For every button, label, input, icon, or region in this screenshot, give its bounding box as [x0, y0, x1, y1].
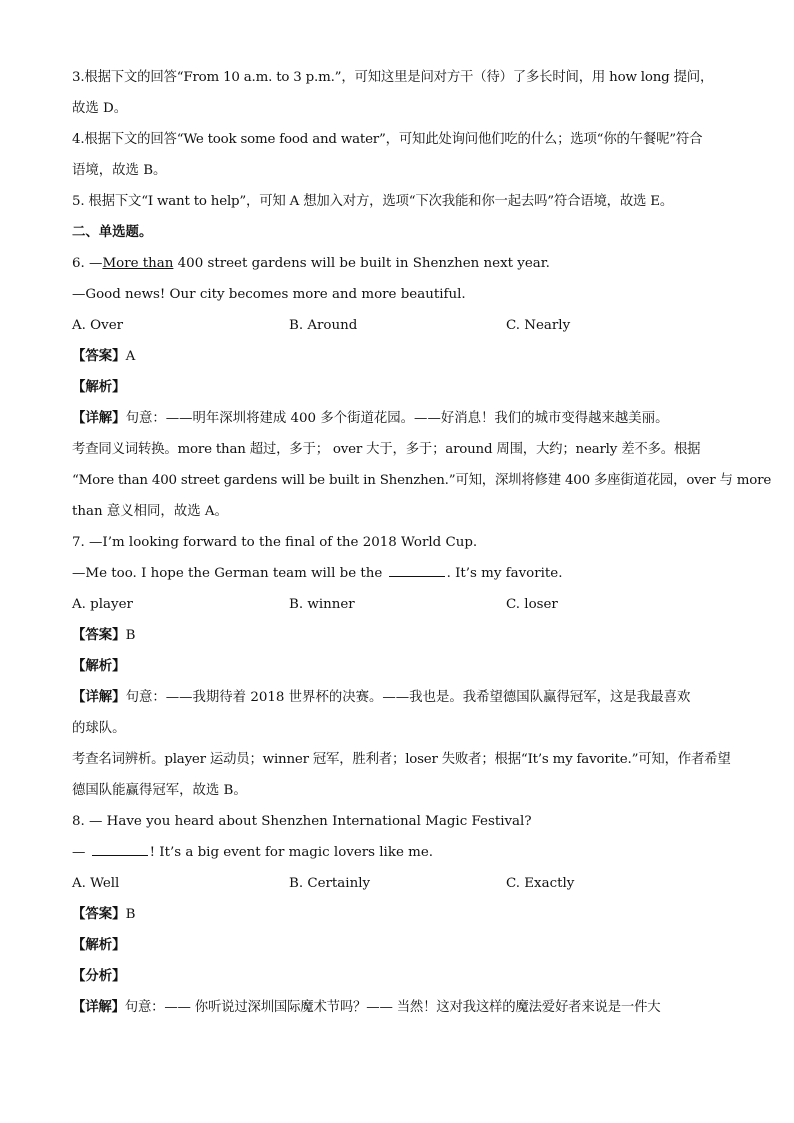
q6-detail-4: than 意义相同，故选 A。: [72, 504, 228, 519]
q7-reply: [72, 558, 732, 589]
q7-reply-before: —Me too. I hope the German team will be the: [72, 566, 387, 581]
q8-answer: [72, 899, 732, 930]
q8-option-b: B. Certainly: [289, 876, 371, 891]
q8-analysis2-tag: 【分析】: [72, 968, 126, 984]
q6-analysis-tag: 【解析】: [72, 379, 126, 395]
section-heading: 二、单选题。: [72, 224, 153, 240]
explanation-line-4: 4.根据下文的回答“We took some food and water”，可知此处询问他们吃的什么；选项“你的午餐呢”符合: [72, 132, 703, 147]
q8-reply-after: ! It’s a big event for magic lovers like me.: [149, 845, 434, 860]
q7-analysis-tag: 【解析】: [72, 658, 126, 674]
detail-tag: 【详解】: [72, 689, 126, 705]
q7-blank: [389, 563, 445, 577]
q6-rest: 400 street gardens will be built in Shenzhen next year.: [173, 256, 550, 271]
q8-question: 8. — Have you heard about Shenzhen International Magic Festival?: [72, 814, 532, 829]
q7-detail-1: [72, 682, 732, 713]
explanation-line-4-cont: 语境，故选 B。: [72, 163, 167, 178]
q7-detail-2: 的球队。: [72, 721, 126, 736]
q6-underlined: More than: [102, 256, 174, 271]
answer-tag: 【答案】: [72, 348, 126, 364]
q6-option-c: C. Nearly: [506, 318, 571, 333]
q8-option-a: A. Well: [72, 876, 120, 891]
q6-detail-1-text: 句意：——明年深圳将建成 400 多个街道花园。——好消息！我们的城市变得越来越美丽。: [125, 411, 669, 426]
q7-options: [72, 589, 732, 620]
q6-detail-2: 考查同义词转换。more than 超过，多于； over 大于，多于；around 周围，大约；nearly 差不多。根据: [72, 442, 701, 457]
q7-answer-value: B: [125, 628, 136, 643]
q7-detail-4: 德国队能赢得冠军，故选 B。: [72, 783, 247, 798]
q6-reply: —Good news! Our city becomes more and more beautiful.: [72, 287, 466, 302]
detail-tag: 【详解】: [72, 999, 125, 1015]
q6-prefix: 6. —: [72, 256, 103, 271]
q7-question: 7. —I’m looking forward to the final of the 2018 World Cup.: [72, 535, 478, 550]
document-page: [72, 62, 772, 1023]
q6-answer: [72, 341, 732, 372]
q7-detail-3: 考查名词辨析。player 运动员；winner 冠军，胜利者；loser 失败者；根据“It’s my favorite.”可知，作者希望: [72, 752, 731, 767]
q6-options: [72, 310, 732, 341]
q8-analysis-tag: 【解析】: [72, 937, 126, 953]
q7-option-a: A. player: [72, 597, 133, 612]
answer-tag: 【答案】: [72, 906, 126, 922]
q8-reply-before: —: [72, 845, 90, 860]
q6-option-a: A. Over: [72, 318, 124, 333]
q6-detail-1: [72, 403, 732, 434]
q7-answer: [72, 620, 732, 651]
q8-option-c: C. Exactly: [506, 876, 575, 891]
detail-tag: 【详解】: [72, 410, 126, 426]
q7-reply-after: . It’s my favorite.: [446, 566, 563, 581]
q8-options: [72, 868, 732, 899]
q8-blank: [92, 842, 148, 856]
q7-option-b: B. winner: [289, 597, 355, 612]
q6-detail-3: “More than 400 street gardens will be built in Shenzhen.”可知，深圳将修建 400 多座街道花园，over 与 more: [72, 473, 772, 488]
explanation-line-3-cont: 故选 D。: [72, 101, 128, 116]
q8-reply: [72, 837, 732, 868]
q7-detail-1-text: 句意：——我期待着 2018 世界杯的决赛。——我也是。我希望德国队赢得冠军，这是我最喜欢: [125, 690, 691, 705]
q6-answer-value: A: [125, 349, 136, 364]
q8-answer-value: B: [125, 907, 136, 922]
q6-option-b: B. Around: [289, 318, 358, 333]
answer-tag: 【答案】: [72, 627, 126, 643]
q8-detail-1: [72, 992, 732, 1023]
q8-detail-1-text: 句意：—— 你听说过深圳国际魔术节吗？—— 当然！这对我这样的魔法爱好者来说是一件大: [124, 1000, 661, 1015]
explanation-line-5: 5. 根据下文“I want to help”，可知 A 想加入对方，选项“下次我能和你一起去吗”符合语境，故选 E。: [72, 194, 674, 209]
explanation-line-3: 3.根据下文的回答“From 10 a.m. to 3 p.m.”，可知这里是问对方干（待）了多长时间，用 how long 提问，: [72, 70, 714, 85]
q7-option-c: C. loser: [506, 597, 558, 612]
q6-question: [72, 248, 732, 279]
